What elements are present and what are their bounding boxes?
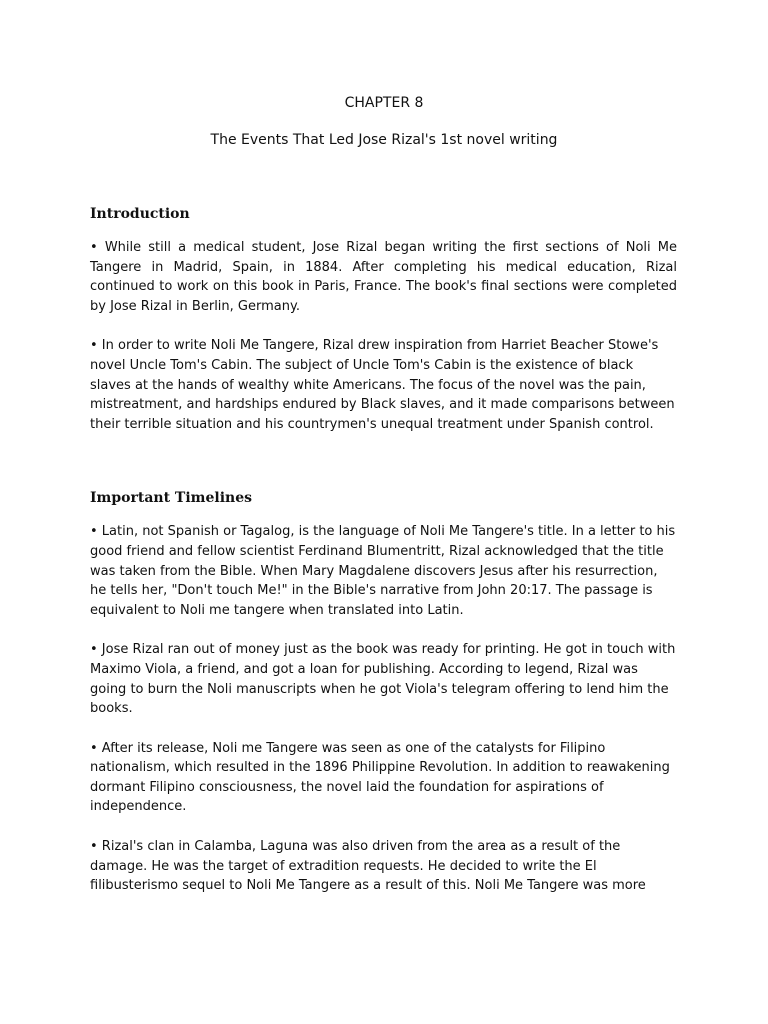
paragraph: • After its release, Noli me Tangere was seen as one of the catalysts for Filipino nationalism, which resulted in the 1896 Philippine Revolution. In addition to reawakening dormant Filipino consciousness, the novel laid the foundation for aspirations of independence. (90, 740, 670, 815)
section-heading: Important Timelines (90, 490, 252, 507)
paragraph: • In order to write Noli Me Tangere, Rizal drew inspiration from Harriet Beacher Stowe's novel Uncle Tom's Cabin. The subject of Uncle Tom's Cabin is the existence of black slaves at the hands of wealthy white Americans. The focus of the novel was the pain, mistreatment, and hardships endured by Black slaves, and it made comparisons between their terrible situation and his countrymen's unequal treatment under Spanish control. (90, 338, 675, 432)
section-heading: Introduction (90, 206, 190, 222)
paragraph: • Latin, not Spanish or Tagalog, is the language of Noli Me Tangere's title. In a letter to his good friend and fellow scientist Ferdinand Blumentritt, Rizal acknowledged that the title was taken from the Bible. When Mary Magdalene discovers Jesus after his resurrection, he tells her, "Don't touch Me!" in the Bible's narrative from John 20:17. The passage is equivalent to Noli me tangere when translated into Latin. (90, 524, 676, 618)
paragraph: • While still a medical student, Jose Rizal began writing the first sections of Noli Me Tangere in Madrid, Spain, in 1884. After completing his medical education, Rizal continued to work on this book in Paris, France. The book's final sections were completed by Jose Rizal in Berlin, Germany. (90, 240, 677, 314)
document-title: The Events That Led Jose Rizal's 1st novel writing (210, 132, 558, 148)
section-spacer (90, 454, 677, 488)
document-body (90, 204, 677, 916)
chapter-label: CHAPTER 8 (344, 95, 424, 111)
section-introduction (90, 204, 677, 434)
paragraph: • Rizal's clan in Calamba, Laguna was also driven from the area as a result of the damage. He was the target of extradition requests. He decided to write the El filibusterismo sequel to Noli Me Tangere as a result of this. Noli Me Tangere was more (90, 839, 646, 894)
section-important-timelines (90, 488, 677, 896)
paragraph: • Jose Rizal ran out of money just as the book was ready for printing. He got in touch with Maximo Viola, a friend, and got a loan for publishing. According to legend, Rizal was going to burn the Noli manuscripts when he got Viola's telegram offering to lend him the books. (90, 642, 676, 717)
